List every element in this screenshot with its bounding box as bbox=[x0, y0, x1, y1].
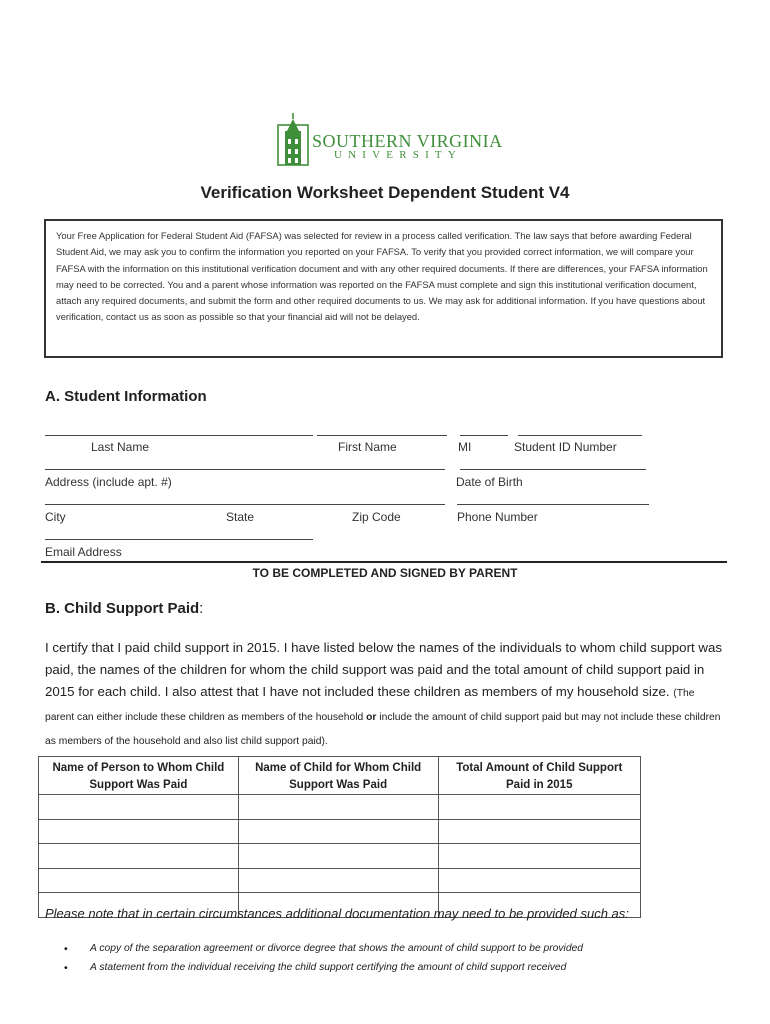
bullet-icon: • bbox=[64, 962, 68, 974]
section-b-heading: B. Child Support Paid: bbox=[45, 600, 204, 617]
amount-cell[interactable] bbox=[438, 819, 641, 844]
phone-field[interactable] bbox=[457, 504, 649, 505]
city-state-zip-field[interactable] bbox=[45, 504, 445, 505]
verification-notice: Your Free Application for Federal Student Aid (FAFSA) was selected for review in a process called verification. The law says that before awarding Federal Student Aid, we may ask you to confirm the information you reported on your FAFSA. To verify that you provided correct information, we will compare your FAFSA with the information on this institutional verification document and with any other required documents. If there are differences, your FAFSA information may need to be corrected. You and a parent whose information was reported on the FAFSA must complete and sign this institutional verification document, attach any required documents, and submit the form and other required documents to us. We may ask for additional information. If you have questions about verification, contact us as soon as possible so that your financial aid will not be delayed. bbox=[44, 219, 723, 358]
last-name-label: Last Name bbox=[91, 440, 150, 454]
payee-cell[interactable] bbox=[39, 795, 239, 820]
amount-cell[interactable] bbox=[438, 844, 641, 869]
logo-name: SOUTHERN VIRGINIA bbox=[312, 131, 503, 151]
child-cell[interactable] bbox=[238, 819, 438, 844]
email-field[interactable] bbox=[45, 539, 313, 540]
header-amount: Total Amount of Child Support Paid in 2015 bbox=[438, 757, 641, 795]
last-name-field[interactable] bbox=[45, 435, 313, 436]
section-a-heading: A. Student Information bbox=[45, 388, 207, 405]
cert-note-1: (The parent can either include these children as members of the household bbox=[45, 688, 695, 723]
state-label: State bbox=[226, 510, 255, 524]
parent-banner: TO BE COMPLETED AND SIGNED BY PARENT bbox=[252, 566, 518, 580]
bullet-item: A statement from the individual receiving the child support certifying the amount of child support received bbox=[90, 962, 567, 973]
first-name-label: First Name bbox=[338, 440, 397, 454]
page-title: Verification Worksheet Dependent Student V4 bbox=[200, 183, 570, 202]
child-cell[interactable] bbox=[238, 844, 438, 869]
phone-label: Phone Number bbox=[457, 510, 538, 524]
child-support-certification bbox=[45, 637, 725, 751]
table-row bbox=[39, 795, 641, 820]
cert-note-or: or bbox=[366, 712, 377, 723]
logo-subname: UNIVERSITY bbox=[334, 149, 462, 161]
payee-cell[interactable] bbox=[39, 819, 239, 844]
dob-field[interactable] bbox=[460, 469, 646, 470]
amount-cell[interactable] bbox=[438, 795, 641, 820]
address-label: Address (include apt. #) bbox=[45, 475, 172, 489]
student-id-field[interactable] bbox=[518, 435, 642, 436]
child-cell[interactable] bbox=[238, 868, 438, 893]
child-support-table bbox=[38, 756, 641, 918]
table-row bbox=[39, 819, 641, 844]
documentation-note: Please note that in certain circumstances additional documentation may need to be provided such as: bbox=[45, 906, 629, 921]
payee-cell[interactable] bbox=[39, 868, 239, 893]
cert-note-2: include the amount of child support paid but may not include these children as members of the household and also list child support paid). bbox=[45, 712, 721, 747]
bullet-icon: • bbox=[64, 943, 68, 955]
header-payee: Name of Person to Whom Child Support Was Paid bbox=[39, 757, 239, 795]
zip-label: Zip Code bbox=[352, 510, 401, 524]
payee-cell[interactable] bbox=[39, 844, 239, 869]
table-row bbox=[39, 868, 641, 893]
section-divider bbox=[41, 561, 727, 563]
first-name-field[interactable] bbox=[317, 435, 447, 436]
dob-label: Date of Birth bbox=[456, 475, 523, 489]
mi-field[interactable] bbox=[460, 435, 508, 436]
city-label: City bbox=[45, 510, 66, 524]
mi-label: MI bbox=[458, 440, 472, 454]
cert-main: I certify that I paid child support in 2015. I have listed below the names of the individuals to whom child support was paid, the names of the children for whom the child support was paid and the total amount of child support paid in 2015 for each child. I also attest that I have not included these children as members of my household size. bbox=[45, 640, 723, 699]
bullet-item: A copy of the separation agreement or divorce degree that shows the amount of child support to be provided bbox=[90, 943, 584, 954]
email-label: Email Address bbox=[45, 545, 122, 559]
amount-cell[interactable] bbox=[438, 868, 641, 893]
tower-icon bbox=[278, 113, 308, 165]
table-row bbox=[39, 844, 641, 869]
header-child: Name of Child for Whom Child Support Was Paid bbox=[238, 757, 438, 795]
table-header-row bbox=[39, 757, 641, 795]
student-id-label: Student ID Number bbox=[514, 440, 617, 454]
address-field[interactable] bbox=[45, 469, 445, 470]
child-cell[interactable] bbox=[238, 795, 438, 820]
